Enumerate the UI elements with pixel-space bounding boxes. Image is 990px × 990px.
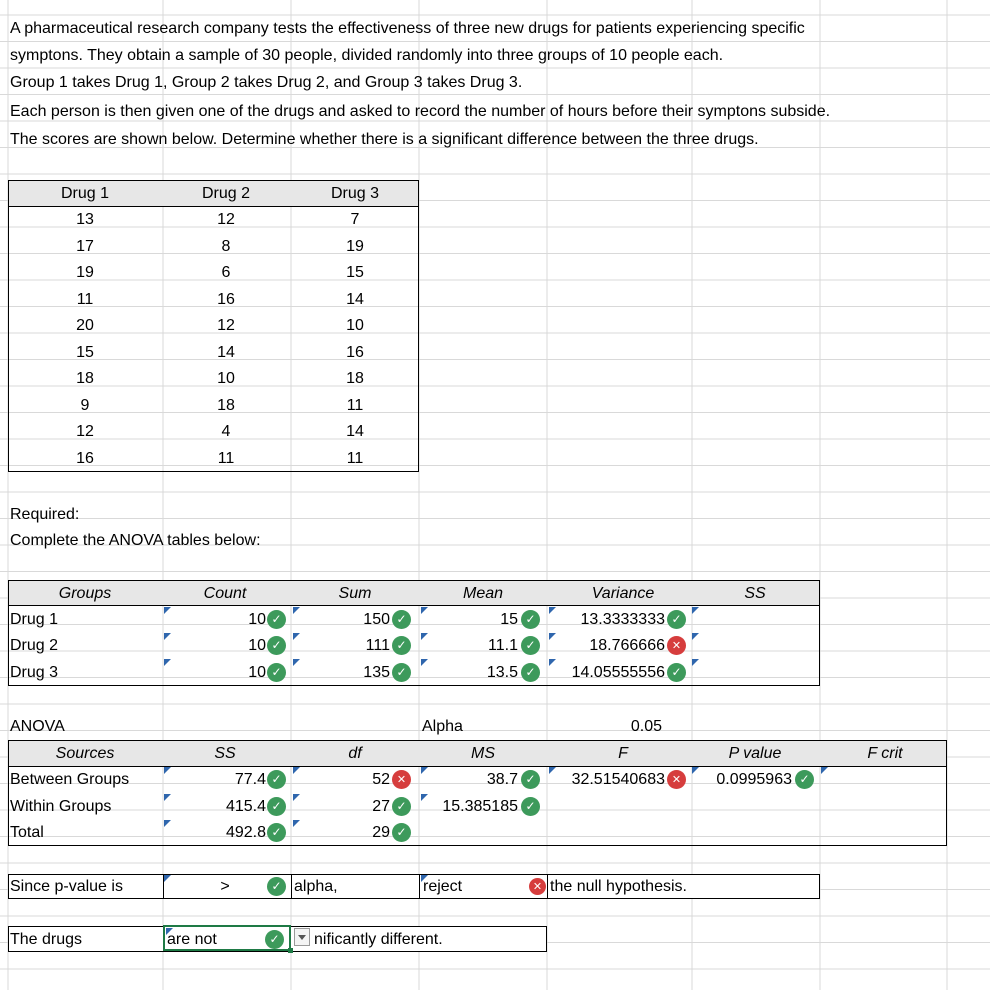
comment-flag — [293, 659, 300, 666]
conclusion-row-border — [8, 874, 820, 899]
data-cell: 11 — [346, 449, 364, 467]
cell-divider — [291, 874, 292, 899]
comment-flag — [164, 633, 171, 640]
dropdown-arrow-button[interactable] — [294, 928, 310, 946]
data-cell: 10 — [217, 370, 235, 387]
groups-header-groups: Groups — [58, 585, 112, 602]
check-icon: ✓ — [267, 610, 286, 629]
null-hypothesis-text: the null hypothesis. — [550, 878, 687, 895]
drugs-label: The drugs — [10, 931, 83, 948]
data-cell: 11 — [76, 290, 94, 308]
count-drug-1[interactable]: 10 — [248, 611, 266, 628]
anova-header-df: df — [348, 745, 362, 762]
data-cell: 13 — [76, 211, 94, 228]
are-not-dropdown[interactable]: are not — [167, 931, 217, 948]
ms-within[interactable]: 15.385185 — [442, 798, 518, 815]
ss-within[interactable]: 415.4 — [225, 798, 266, 815]
alpha-label: Alpha — [422, 718, 463, 735]
check-icon: ✓ — [521, 797, 540, 816]
comment-flag — [293, 607, 300, 614]
anova-header-ss: SS — [214, 745, 236, 762]
check-icon: ✓ — [267, 636, 286, 655]
ms-between[interactable]: 38.7 — [486, 771, 518, 788]
prompt-line-3: Group 1 takes Drug 1, Group 2 takes Drug 2, and Group 3 takes Drug 3. — [10, 74, 523, 91]
alpha-value: 0.05 — [630, 718, 662, 735]
check-icon: ✓ — [267, 770, 286, 789]
comment-flag — [293, 767, 300, 774]
prompt-line-2: symptons. They obtain a sample of 30 people, divided randomly into three groups of 10 people each. — [10, 47, 724, 64]
prompt-line-5: The scores are shown below. Determine whether there is a significant difference between the three drugs. — [10, 131, 759, 148]
comment-flag — [692, 767, 699, 774]
data-cell: 11 — [346, 396, 364, 414]
x-icon: ✕ — [392, 770, 411, 789]
ss-total[interactable]: 492.8 — [225, 824, 266, 841]
check-icon: ✓ — [521, 770, 540, 789]
data-cell: 4 — [221, 423, 231, 440]
x-icon: ✕ — [667, 636, 686, 655]
data-cell: 14 — [346, 290, 364, 308]
check-icon: ✓ — [392, 636, 411, 655]
group-name-drug-2: Drug 2 — [10, 637, 59, 654]
df-within[interactable]: 27 — [372, 798, 390, 815]
comment-flag — [821, 767, 828, 774]
significantly-different-text: nificantly different. — [314, 931, 443, 948]
x-icon: ✕ — [529, 878, 546, 895]
data-table-header-rule — [8, 206, 419, 207]
required-label: Required: — [10, 506, 80, 523]
alpha-text: alpha, — [294, 878, 338, 895]
data-cell: 10 — [346, 317, 364, 334]
check-icon: ✓ — [392, 663, 411, 682]
check-icon: ✓ — [267, 823, 286, 842]
comment-flag — [421, 794, 428, 801]
groups-header-variance: Variance — [591, 585, 655, 602]
check-icon: ✓ — [392, 823, 411, 842]
comment-flag — [421, 607, 428, 614]
data-cell: 18 — [76, 370, 94, 387]
check-icon: ✓ — [521, 610, 540, 629]
sum-drug-2[interactable]: 111 — [365, 637, 390, 654]
source-between: Between Groups — [10, 771, 130, 788]
data-cell: 6 — [221, 264, 231, 281]
data-cell: 12 — [217, 211, 235, 228]
check-icon: ✓ — [267, 663, 286, 682]
groups-header-ss: SS — [744, 585, 766, 602]
data-cell: 19 — [76, 264, 94, 281]
source-total: Total — [10, 824, 44, 841]
groups-header-rule — [8, 605, 820, 606]
variance-drug-2[interactable]: 18.766666 — [589, 637, 665, 654]
data-cell: 15 — [346, 264, 364, 281]
df-between[interactable]: 52 — [372, 771, 390, 788]
check-icon: ✓ — [392, 610, 411, 629]
data-cell: 14 — [217, 343, 235, 361]
check-icon: ✓ — [521, 663, 540, 682]
data-cell: 19 — [346, 237, 364, 255]
comment-flag — [164, 875, 171, 882]
data-cell: 11 — [217, 449, 235, 467]
data-cell: 7 — [350, 211, 360, 228]
sum-drug-1[interactable]: 150 — [363, 611, 390, 628]
data-cell: 9 — [80, 396, 90, 414]
data-header-drug-1: Drug 1 — [60, 185, 110, 202]
comment-flag — [421, 767, 428, 774]
comment-flag — [164, 794, 171, 801]
data-cell: 16 — [346, 343, 364, 361]
count-drug-2[interactable]: 10 — [248, 637, 266, 654]
data-cell: 20 — [76, 317, 94, 334]
data-cell: 18 — [346, 370, 364, 387]
data-cell: 8 — [221, 237, 231, 255]
data-header-drug-3: Drug 3 — [330, 185, 380, 202]
check-icon: ✓ — [265, 930, 284, 949]
x-icon: ✕ — [667, 770, 686, 789]
anova-header-sources: Sources — [55, 745, 115, 762]
variance-drug-3[interactable]: 14.05555556 — [571, 664, 665, 681]
df-total[interactable]: 29 — [372, 824, 390, 841]
check-icon: ✓ — [667, 663, 686, 682]
anova-header-f-crit: F crit — [867, 745, 903, 762]
fill-handle[interactable] — [288, 948, 293, 953]
sum-drug-3[interactable]: 135 — [363, 664, 390, 681]
anova-header-rule — [8, 766, 947, 767]
check-icon: ✓ — [521, 636, 540, 655]
data-cell: 18 — [217, 396, 235, 414]
group-name-drug-1: Drug 1 — [10, 611, 59, 628]
group-name-drug-3: Drug 3 — [10, 664, 59, 681]
comment-flag — [692, 633, 699, 640]
groups-header-sum: Sum — [338, 585, 372, 602]
data-cell: 16 — [217, 290, 235, 308]
mean-drug-3[interactable]: 13.5 — [486, 664, 518, 681]
check-icon: ✓ — [267, 797, 286, 816]
groups-header-mean: Mean — [462, 585, 504, 602]
cell-divider — [419, 874, 420, 899]
comment-flag — [293, 820, 300, 827]
anova-header-f: F — [618, 745, 628, 762]
mean-drug-2[interactable]: 11.1 — [488, 637, 518, 654]
prompt-line-1: A pharmaceutical research company tests the effectiveness of three new drugs for patients experiencing specific — [10, 20, 805, 37]
required-instruction: Complete the ANOVA tables below: — [10, 532, 261, 549]
since-p-value-label: Since p-value is — [10, 878, 123, 895]
cell-divider — [547, 874, 548, 899]
comment-flag — [421, 659, 428, 666]
data-cell: 12 — [76, 423, 94, 440]
check-icon: ✓ — [267, 877, 286, 896]
variance-drug-1[interactable]: 13.3333333 — [580, 611, 665, 628]
source-within: Within Groups — [10, 798, 112, 815]
anova-label: ANOVA — [10, 718, 65, 735]
comment-flag — [164, 820, 171, 827]
comment-flag — [293, 633, 300, 640]
chevron-down-icon — [295, 929, 309, 945]
check-icon: ✓ — [667, 610, 686, 629]
count-drug-3[interactable]: 10 — [248, 664, 266, 681]
comparison-dropdown[interactable]: > — [220, 878, 230, 895]
data-cell: 12 — [217, 317, 235, 334]
comment-flag — [421, 633, 428, 640]
data-cell: 17 — [76, 237, 94, 255]
ss-between[interactable]: 77.4 — [234, 771, 266, 788]
anova-header-ms: MS — [471, 745, 495, 762]
p-value-between[interactable]: 0.0995963 — [716, 771, 792, 788]
decision-dropdown[interactable]: reject — [423, 878, 463, 895]
comment-flag — [692, 659, 699, 666]
data-cell: 16 — [76, 449, 94, 467]
groups-header-count: Count — [203, 585, 247, 602]
mean-drug-1[interactable]: 15 — [500, 611, 518, 628]
comment-flag — [164, 659, 171, 666]
anova-header-p-value: P value — [728, 745, 782, 762]
data-header-drug-2: Drug 2 — [201, 185, 251, 202]
comment-flag — [164, 607, 171, 614]
check-icon: ✓ — [795, 770, 814, 789]
comment-flag — [164, 767, 171, 774]
comment-flag — [293, 794, 300, 801]
check-icon: ✓ — [392, 797, 411, 816]
prompt-line-4: Each person is then given one of the drugs and asked to record the number of hours before their symptons subside. — [10, 103, 831, 120]
f-between[interactable]: 32.51540683 — [571, 771, 665, 788]
data-cell: 14 — [346, 423, 364, 440]
data-cell: 15 — [76, 343, 94, 361]
comment-flag — [692, 607, 699, 614]
